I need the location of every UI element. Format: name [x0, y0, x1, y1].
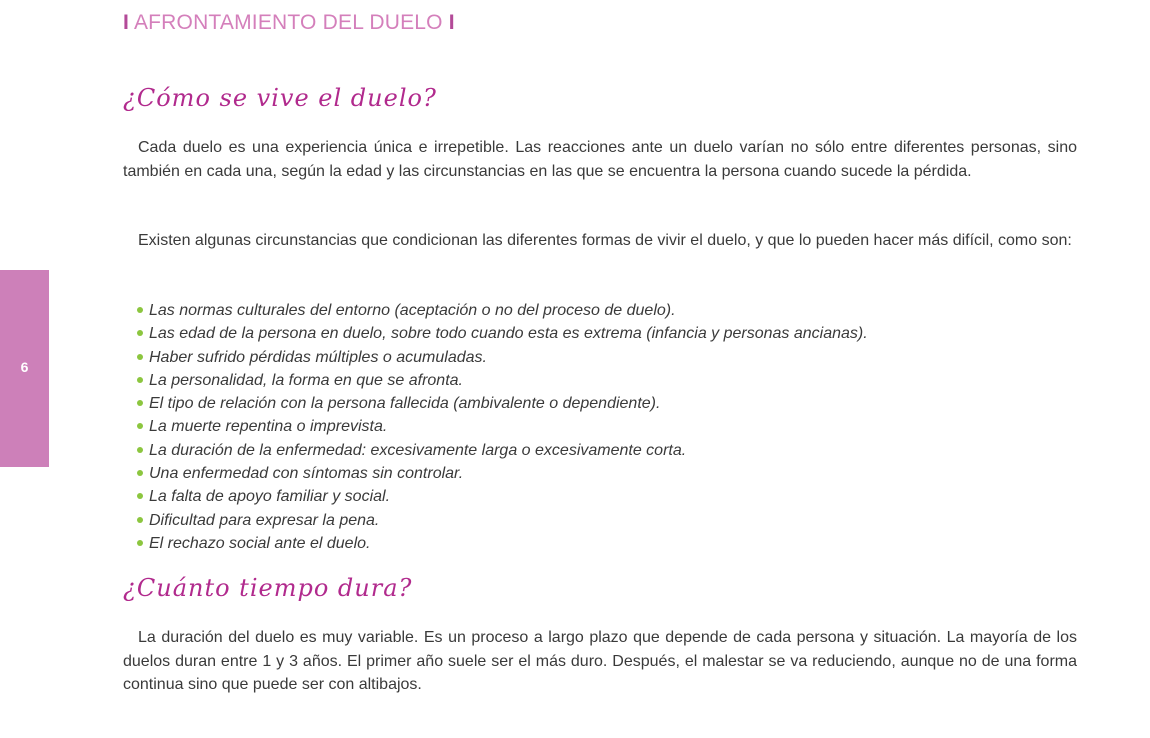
- header-bar-left: I: [123, 11, 130, 34]
- list-item: [137, 485, 1037, 508]
- bullet-dot-icon: [137, 470, 143, 476]
- list-item-text: El tipo de relación con la persona fallecida (ambivalente o dependiente).: [149, 395, 661, 413]
- list-item: [137, 369, 1037, 392]
- list-item-text: Las edad de la persona en duelo, sobre todo cuando esta es extrema (infancia y personas ancianas).: [149, 325, 868, 343]
- section-heading-como-se-vive: ¿Cómo se vive el duelo?: [123, 84, 437, 112]
- bullet-dot-icon: [137, 423, 143, 429]
- list-item: [137, 299, 1037, 322]
- list-item: [137, 322, 1037, 345]
- list-item-text: La personalidad, la forma en que se afronta.: [149, 371, 463, 389]
- list-item: [137, 392, 1037, 415]
- bullet-dot-icon: [137, 400, 143, 406]
- list-item-text: La duración de la enfermedad: excesivamente larga o excesivamente corta.: [149, 441, 687, 459]
- header-bar-right: I: [448, 11, 455, 34]
- list-item: [137, 532, 1037, 555]
- list-item-text: Una enfermedad con síntomas sin controlar.: [149, 465, 464, 483]
- list-item-text: Dificultad para expresar la pena.: [149, 511, 380, 529]
- list-item: [137, 462, 1037, 485]
- list-item: [137, 509, 1037, 532]
- paragraph-circunstancias: Existen algunas circunstancias que condicionan las diferentes formas de vivir el duelo, y que lo pueden hacer más difícil, como son:: [138, 232, 1072, 249]
- bullet-dot-icon: [137, 330, 143, 336]
- paragraph-intro: Cada duelo es una experiencia única e irrepetible. Las reacciones ante un duelo varían no sólo entre diferentes personas, sino también en cada una, según la edad y las circunstancias en las que se encuentra la persona cuando sucede la pérdida.: [123, 139, 1077, 180]
- bullet-dot-icon: [137, 377, 143, 383]
- side-page-tab: [0, 270, 49, 467]
- list-item-text: La falta de apoyo familiar y social.: [149, 488, 391, 506]
- list-item-text: El rechazo social ante el duelo.: [149, 534, 371, 552]
- bullet-dot-icon: [137, 493, 143, 499]
- page-header-title: [123, 10, 455, 36]
- list-item: [137, 415, 1037, 438]
- bullet-dot-icon: [137, 447, 143, 453]
- list-item: [137, 346, 1037, 369]
- page-number: 6: [20, 359, 29, 375]
- header-title-text: AFRONTAMIENTO DEL DUELO: [133, 11, 443, 34]
- list-item: [137, 439, 1037, 462]
- bullet-dot-icon: [137, 307, 143, 313]
- section-heading-cuanto-tiempo: ¿Cuánto tiempo dura?: [123, 574, 413, 602]
- list-item-text: La muerte repentina o imprevista.: [149, 418, 388, 436]
- bullet-dot-icon: [137, 517, 143, 523]
- list-item-text: Las normas culturales del entorno (aceptación o no del proceso de duelo).: [149, 302, 676, 319]
- bullet-dot-icon: [137, 540, 143, 546]
- list-item-text: Haber sufrido pérdidas múltiples o acumuladas.: [149, 348, 487, 366]
- paragraph-duracion: La duración del duelo es muy variable. Es un proceso a largo plazo que depende de cada persona y situación. La mayoría de los duelos duran entre 1 y 3 años. El primer año suele ser el más duro. Después, el malestar se va reduciendo, aunque no de una forma continua sino que puede ser con altibajos.: [123, 629, 1077, 693]
- bullet-dot-icon: [137, 354, 143, 360]
- circunstancias-list: [137, 299, 1037, 555]
